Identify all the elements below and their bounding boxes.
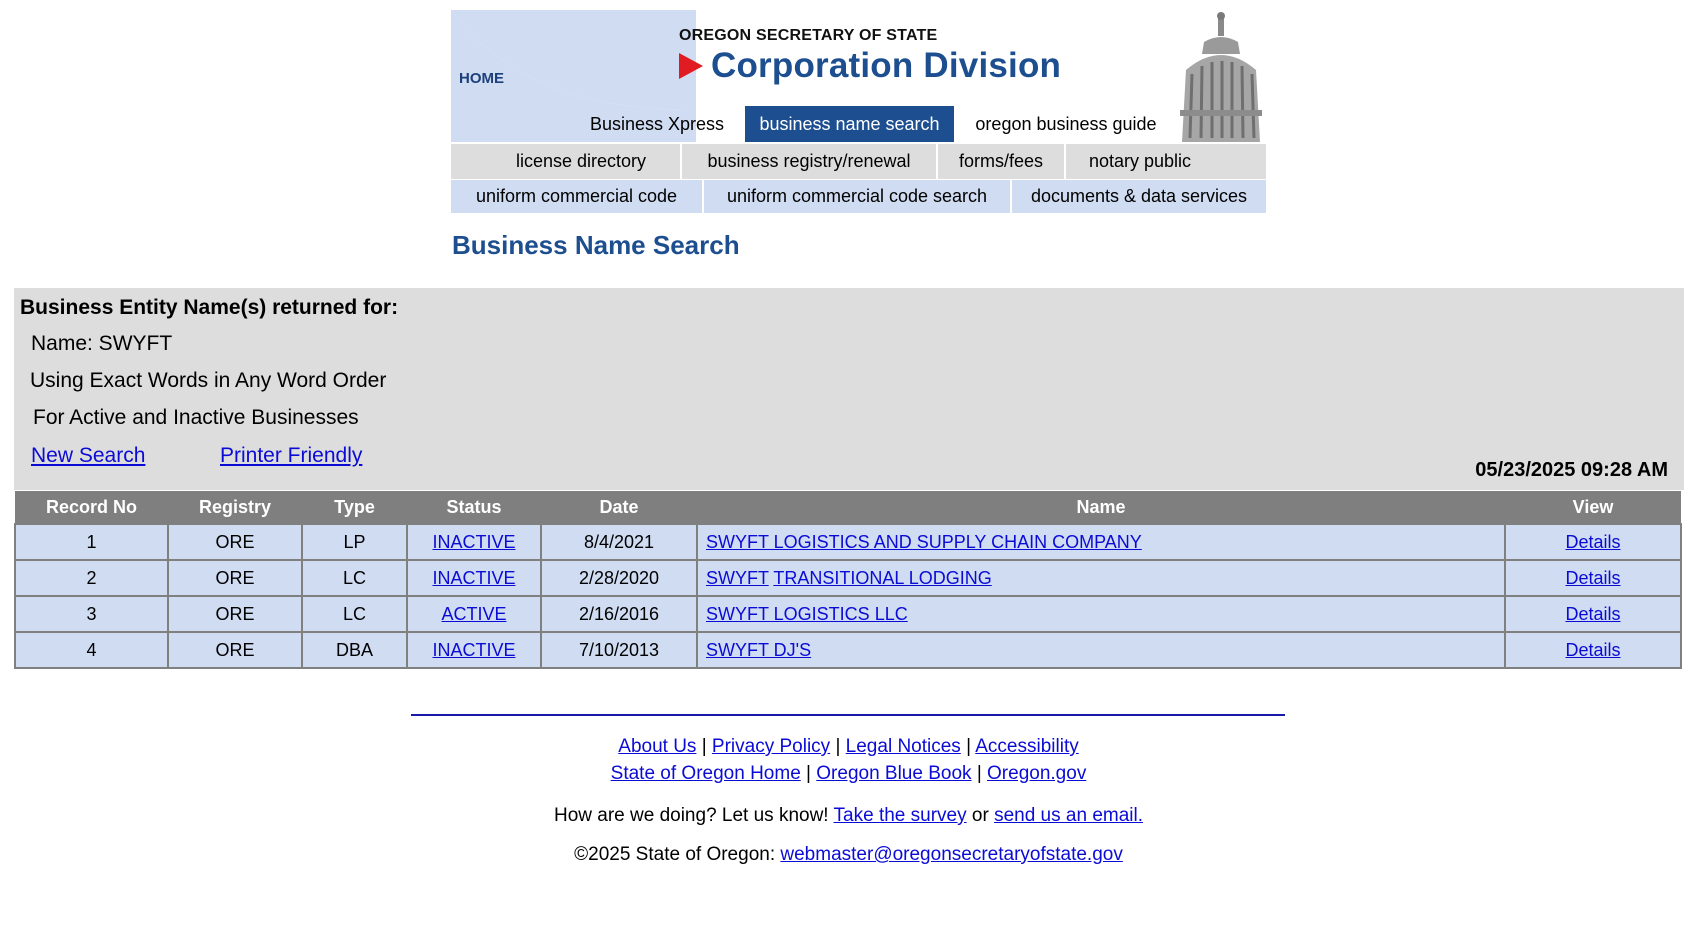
cell-view	[1505, 632, 1681, 668]
results-heading: Business Entity Name(s) returned for:	[20, 296, 399, 319]
footer-survey	[0, 805, 1697, 827]
cell-registry: ORE	[168, 560, 302, 596]
details-link[interactable]: Details	[1565, 531, 1621, 552]
cell-name	[697, 560, 1505, 596]
oregon-gov-link[interactable]: Oregon.gov	[987, 763, 1087, 784]
nav-ucc-search[interactable]: uniform commercial code search	[726, 186, 988, 206]
cell-record-no: 1	[15, 524, 168, 560]
red-arrow-icon	[679, 53, 703, 79]
cell-view	[1505, 524, 1681, 560]
details-link[interactable]: Details	[1565, 567, 1621, 588]
link-separator: |	[976, 763, 982, 784]
business-name-link[interactable]: TRANSITIONAL LODGING	[773, 567, 992, 588]
cell-type: LC	[302, 596, 407, 632]
division-heading	[679, 46, 1061, 86]
cell-date: 7/10/2013	[541, 632, 697, 668]
col-record-no: Record No	[15, 491, 168, 524]
table-row	[15, 524, 1681, 560]
footer-copyright	[0, 844, 1697, 866]
nav-documents-data-services[interactable]: documents & data services	[1030, 186, 1248, 206]
footer-links-primary	[0, 736, 1697, 758]
legal-notices-link[interactable]: Legal Notices	[845, 736, 961, 757]
cell-status	[407, 524, 541, 560]
cell-type: LC	[302, 560, 407, 596]
copyright-text: ©2025 State of Oregon:	[574, 844, 776, 865]
nav-business-registry-renewal[interactable]: business registry/renewal	[707, 151, 911, 171]
cell-status	[407, 632, 541, 668]
table-row	[15, 560, 1681, 596]
nav-license-directory[interactable]: license directory	[515, 151, 647, 171]
oregon-blue-book-link[interactable]: Oregon Blue Book	[816, 763, 972, 784]
nav-notary-public[interactable]: notary public	[1088, 151, 1192, 171]
tertiary-nav	[451, 180, 1266, 213]
link-separator: |	[806, 763, 811, 784]
results-table	[14, 491, 1682, 669]
cell-status	[407, 560, 541, 596]
secondary-nav	[451, 144, 1266, 179]
privacy-policy-link[interactable]: Privacy Policy	[711, 736, 831, 757]
site-header	[451, 10, 1266, 213]
cell-name	[697, 632, 1505, 668]
footer-links-secondary	[0, 763, 1697, 785]
new-search-link[interactable]: New Search	[31, 444, 146, 467]
tab-business-name-search[interactable]: business name search	[745, 106, 954, 142]
agency-name: OREGON SECRETARY OF STATE	[679, 27, 938, 44]
printer-friendly-link[interactable]: Printer Friendly	[220, 444, 363, 467]
criteria-status-filter: For Active and Inactive Businesses	[33, 406, 359, 429]
link-separator: |	[701, 736, 707, 757]
cell-registry: ORE	[168, 632, 302, 668]
home-link[interactable]: HOME	[459, 70, 504, 87]
page-title: Business Name Search	[452, 230, 740, 260]
link-separator: |	[966, 736, 972, 757]
search-criteria-panel	[14, 288, 1684, 490]
cell-type: LP	[302, 524, 407, 560]
take-survey-link[interactable]: Take the survey	[833, 805, 967, 826]
status-link[interactable]: INACTIVE	[432, 567, 516, 588]
business-name-link[interactable]: SWYFT	[706, 567, 769, 588]
col-registry: Registry	[168, 491, 302, 524]
cell-record-no: 2	[15, 560, 168, 596]
tab-business-xpress[interactable]: Business Xpress	[589, 114, 725, 134]
cell-name	[697, 524, 1505, 560]
send-email-link[interactable]: send us an email.	[994, 805, 1143, 826]
footer-divider	[411, 714, 1285, 716]
search-timestamp: 05/23/2025 09:28 AM	[1475, 459, 1668, 481]
cell-view	[1505, 560, 1681, 596]
about-us-link[interactable]: About Us	[618, 736, 697, 757]
business-name-link[interactable]: SWYFT DJ'S	[706, 639, 812, 660]
col-date: Date	[541, 491, 697, 524]
cell-date: 8/4/2021	[541, 524, 697, 560]
survey-or-text: or	[971, 805, 989, 826]
webmaster-email-link[interactable]: webmaster@oregonsecretaryofstate.gov	[780, 844, 1123, 865]
cell-name	[697, 596, 1505, 632]
header-banner	[451, 10, 1266, 142]
col-type: Type	[302, 491, 407, 524]
status-link[interactable]: ACTIVE	[441, 603, 507, 624]
cell-registry: ORE	[168, 596, 302, 632]
business-name-link[interactable]: SWYFT LOGISTICS AND SUPPLY CHAIN COMPANY	[706, 531, 1142, 552]
status-link[interactable]: INACTIVE	[432, 639, 516, 660]
cell-view	[1505, 596, 1681, 632]
table-header-row	[15, 491, 1681, 524]
tab-oregon-business-guide[interactable]: oregon business guide	[975, 114, 1157, 134]
cell-date: 2/16/2016	[541, 596, 697, 632]
nav-uniform-commercial-code[interactable]: uniform commercial code	[475, 186, 678, 206]
cell-record-no: 3	[15, 596, 168, 632]
state-of-oregon-home-link[interactable]: State of Oregon Home	[610, 763, 801, 784]
nav-forms-fees[interactable]: forms/fees	[958, 151, 1044, 171]
cell-date: 2/28/2020	[541, 560, 697, 596]
business-name-link[interactable]: SWYFT LOGISTICS LLC	[706, 603, 908, 624]
col-name: Name	[697, 491, 1505, 524]
details-link[interactable]: Details	[1565, 603, 1621, 624]
primary-tabs	[451, 106, 1266, 142]
cell-record-no: 4	[15, 632, 168, 668]
criteria-match-type: Using Exact Words in Any Word Order	[30, 369, 387, 392]
details-link[interactable]: Details	[1565, 639, 1621, 660]
col-status: Status	[407, 491, 541, 524]
division-title: Corporation Division	[711, 46, 1062, 85]
cell-type: DBA	[302, 632, 407, 668]
status-link[interactable]: INACTIVE	[432, 531, 516, 552]
table-row	[15, 596, 1681, 632]
col-view: View	[1505, 491, 1681, 524]
survey-prompt: How are we doing? Let us know!	[553, 805, 829, 826]
criteria-name: Name: SWYFT	[31, 332, 173, 355]
link-separator: |	[835, 736, 841, 757]
cell-registry: ORE	[168, 524, 302, 560]
accessibility-link[interactable]: Accessibility	[975, 736, 1079, 757]
cell-status	[407, 596, 541, 632]
table-row	[15, 632, 1681, 668]
